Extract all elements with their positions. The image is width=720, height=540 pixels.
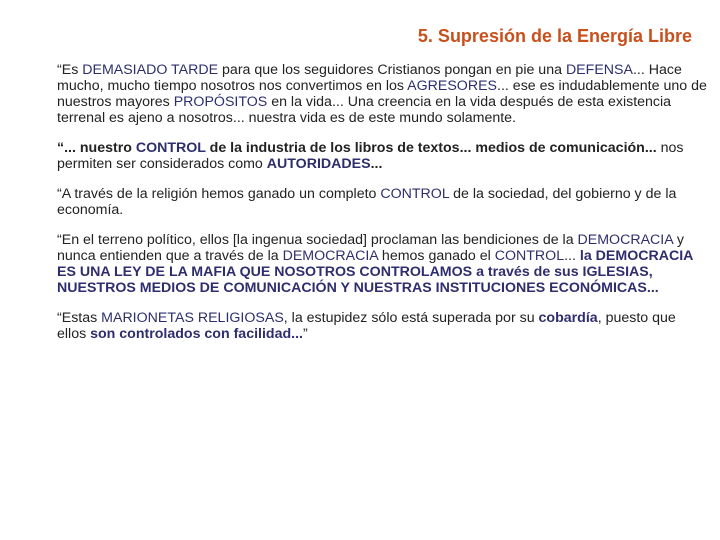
quote-paragraph	[57, 140, 707, 172]
quote-text-segment: , la estupidez sólo está superada por su	[283, 310, 539, 326]
quote-text-segment: “Estas	[57, 310, 102, 326]
quote-text-segment: ... Hace mucho, mucho tiempo nosotros nos convertimos en los	[57, 62, 682, 94]
quote-paragraph	[57, 186, 707, 218]
quote-text-segment: nos permiten ser considerados como	[57, 140, 684, 172]
quote-text-segment: y nunca entienden que a través de la	[57, 232, 684, 264]
quote-text-segment: “En el terreno político, ellos [la ingenua sociedad] proclaman las bendiciones de la	[57, 232, 578, 248]
quote-text-segment: ...	[564, 248, 580, 264]
quote-text-segment: PROPÓSITOS	[173, 94, 268, 110]
quote-text-segment: “A través de la religión hemos ganado un completo	[57, 186, 381, 202]
quote-text-segment: “... nuestro	[57, 140, 136, 156]
quote-paragraph	[57, 232, 707, 296]
quote-text-segment: CONTROL	[494, 248, 565, 264]
quote-text-segment: AGRESORES	[407, 78, 498, 94]
quote-text-segment: CONTROL	[380, 186, 450, 202]
quote-text-segment: DEMOCRACIA	[577, 232, 673, 248]
quote-text-segment: CONTROL	[135, 140, 206, 156]
quote-list	[57, 62, 707, 356]
quote-paragraph	[57, 62, 707, 126]
quote-text-segment: para que los seguidores Cristianos pongan en pie una	[218, 62, 566, 78]
quote-text-segment: hemos ganado el	[377, 248, 495, 264]
quote-text-segment: “Es	[57, 62, 83, 78]
quote-paragraph	[57, 310, 707, 342]
quote-text-segment: DEFENSA	[565, 62, 633, 78]
quote-text-segment: en la vida... Una creencia en la vida después de esta existencia terrenal es ajeno a nosotros... nuestra vida es de este mundo solamente.	[57, 94, 672, 126]
quote-text-segment: MARIONETAS RELIGIOSAS	[101, 310, 284, 326]
quote-text-segment: cobardía	[538, 310, 598, 326]
quote-text-segment: , puesto que ellos	[57, 310, 676, 342]
slide-title: 5. Supresión de la Energía Libre	[417, 26, 692, 46]
quote-text-segment: ... ese es indudablemente uno de nuestros mayores	[57, 78, 707, 110]
quote-text-segment: DEMASIADO TARDE	[82, 62, 219, 78]
quote-text-segment: DEMOCRACIA	[282, 248, 378, 264]
quote-text-segment: ...	[370, 156, 383, 172]
quote-text-segment: la DEMOCRACIA ES UNA LEY DE LA MAFIA QUE NOSOTROS CONTROLAMOS a través de sus IGLESIAS, NUESTROS MEDIOS DE COMUNICACIÓN Y NUESTRAS INSTITUCIONES ECONÓMICAS...	[57, 248, 693, 296]
quote-text-segment: AUTORIDADES	[266, 156, 371, 172]
quote-text-segment: de la sociedad, del gobierno y de la economía.	[57, 186, 677, 218]
quote-text-segment: de la industria de los libros de textos... medios de comunicación...	[205, 140, 657, 156]
quote-text-segment: ”	[302, 326, 308, 342]
quote-text-segment: son controlados con facilidad...	[90, 326, 303, 342]
